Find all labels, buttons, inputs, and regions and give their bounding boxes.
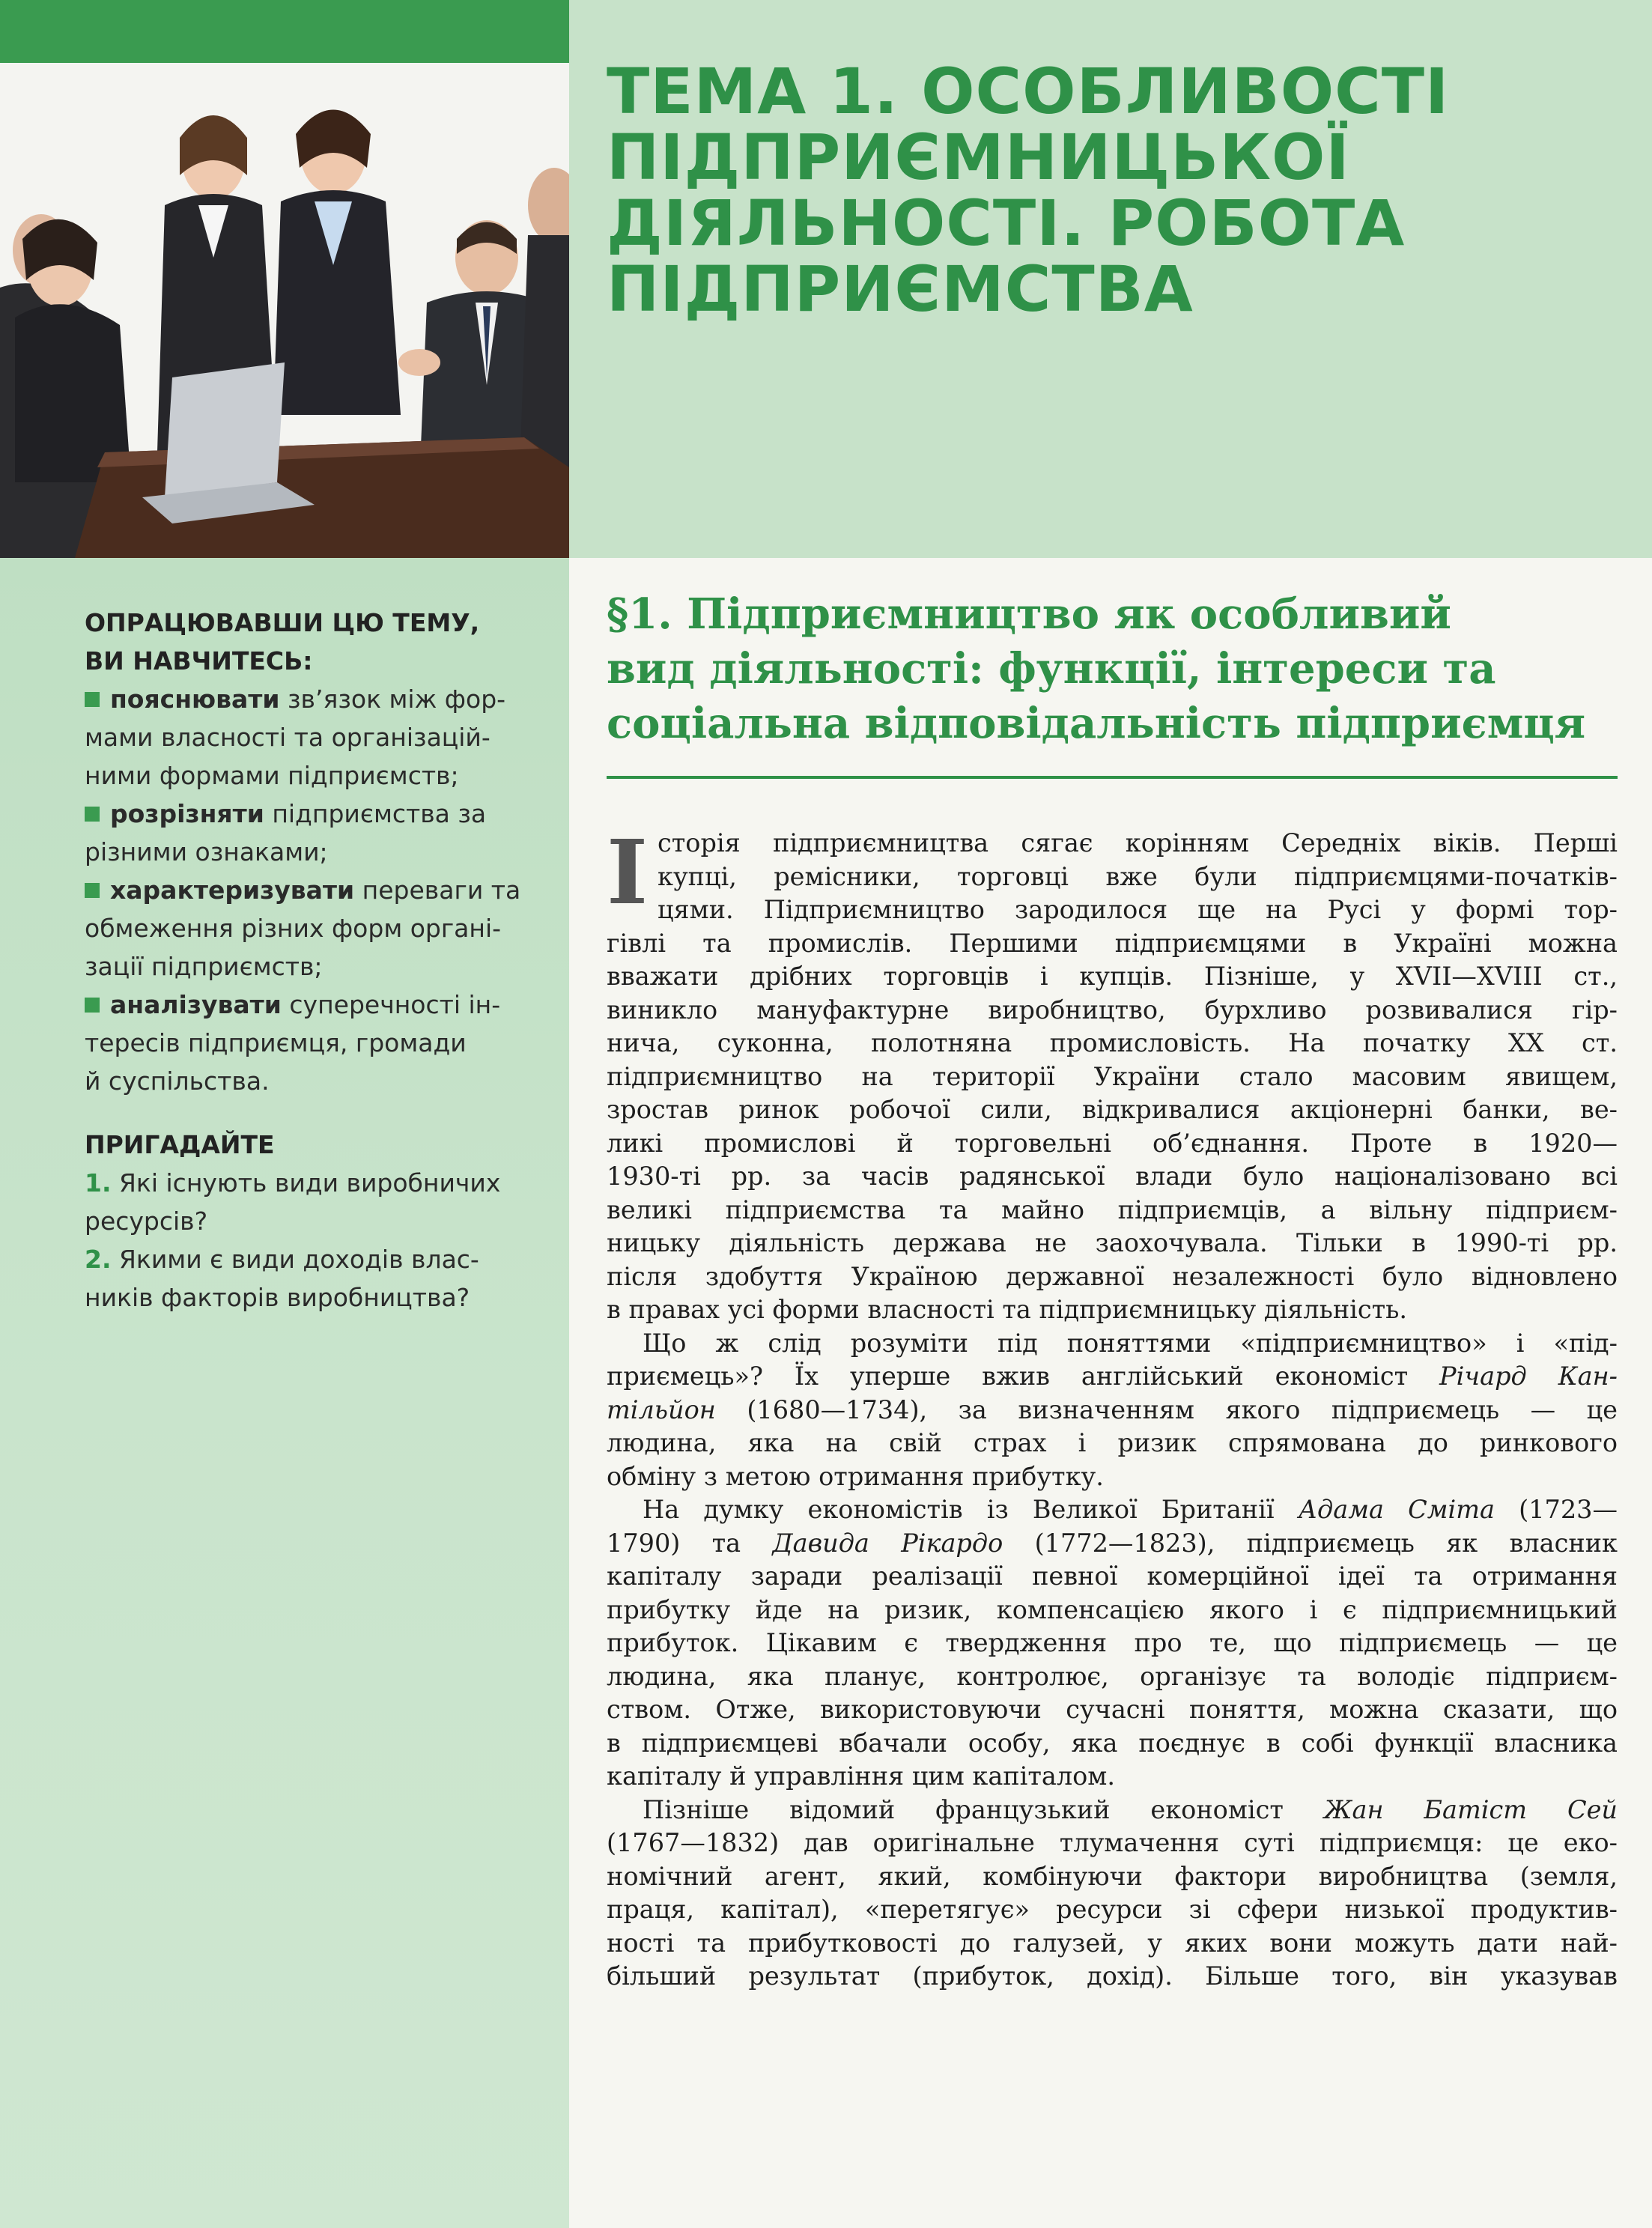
goal-item: [85, 795, 534, 833]
text-line: Що ж слід розуміти під поняттями «підприємництво» і «під-: [643, 1328, 1618, 1358]
chapter-title-line: ПІДПРИЄМНИЦЬКОЇ: [607, 121, 1350, 194]
person-name: Давида Рікардо: [772, 1528, 1003, 1558]
text-line: 1930-ті рр. за часів радянської влади було націоналізовано всі: [607, 1162, 1618, 1191]
bullet-square-icon: [85, 692, 100, 707]
text-line: ством. Отже, використовуючи сучасні поняття, можна сказати, що: [607, 1695, 1618, 1724]
text-line: більший результат (прибуток, дохід). Більше того, він указував: [607, 1961, 1618, 1991]
section-title: [607, 587, 1633, 751]
recall-questions: [85, 1126, 534, 1317]
learn-heading: ВИ НАВЧИТЕСЬ:: [85, 646, 313, 676]
section-underline: [607, 776, 1618, 779]
question-item: [85, 1240, 534, 1278]
goal-text: тересів підприємця, громади: [85, 1028, 467, 1057]
goal-text: обмеження різних форм органі-: [85, 914, 502, 943]
question-text: ресурсів?: [85, 1206, 208, 1236]
text-line: виникло мануфактурне виробництво, бурхливо розвивалися гір-: [607, 995, 1618, 1025]
text-line: [607, 1493, 1618, 1527]
text-line: нича, суконна, полотняна промисловість. На початку XX ст.: [607, 1028, 1618, 1057]
text-span: 1790) та: [607, 1528, 773, 1558]
text-line: [607, 1527, 1618, 1561]
text-line: капіталу заради реалізації певної комерційної ідеї та отримання: [607, 1561, 1618, 1591]
text-line: великі підприємства та майно підприємців, а вільну підприєм-: [607, 1195, 1618, 1224]
text-line: [607, 1394, 1618, 1427]
drop-cap: І: [607, 820, 649, 924]
recall-heading: ПРИГАДАЙТЕ: [85, 1130, 275, 1159]
goal-text: зації підприємств;: [85, 952, 323, 981]
learn-heading: ОПРАЦЮВАВШИ ЦЮ ТЕМУ,: [85, 608, 480, 637]
chapter-title: [607, 55, 1625, 326]
person-name: Річард Кан-: [1439, 1362, 1618, 1391]
text-line: обміну з метою отримання прибутку.: [607, 1461, 1104, 1491]
business-meeting-photo: [0, 0, 569, 558]
text-line: сторія підприємництва сягає корінням Середніх віків. Перші: [658, 828, 1618, 857]
question-text: Які існують види виробничих: [111, 1168, 501, 1198]
meeting-illustration: [0, 63, 569, 558]
text-line: вважати дрібних торговців і купців. Пізніше, у XVII—XVIII ст.,: [607, 962, 1618, 991]
text-line: після здобуття Україною державної незалежності було відновлено: [607, 1261, 1618, 1291]
goal-text: різними ознаками;: [85, 837, 328, 866]
goal-text: суперечності ін-: [281, 990, 501, 1019]
person-name: Адама Сміта: [1298, 1495, 1495, 1524]
question-number: 2.: [85, 1245, 112, 1274]
goal-text: зв’язок між фор-: [279, 685, 506, 714]
text-line: капіталу й управління цим капіталом.: [607, 1761, 1116, 1791]
person-name: Жан Батіст Сей: [1323, 1794, 1618, 1824]
text-line: зростав ринок робочої сили, відкривалися акціонерні банки, ве-: [607, 1095, 1618, 1124]
chapter-title-line: ДІЯЛЬНОСТІ. РОБОТА: [607, 186, 1406, 260]
question-item: [85, 1164, 534, 1202]
goal-verb: аналізувати: [110, 990, 282, 1019]
goal-text: підприємства за: [264, 799, 487, 828]
section-title-line: вид діяльності: функції, інтереси та: [607, 644, 1496, 693]
question-number: 1.: [85, 1168, 112, 1198]
text-line: прибуток. Цікавим є твердження про те, що підприємець — це: [607, 1628, 1618, 1657]
text-line: людина, яка на свій страх і ризик спрямована до ринкового: [607, 1428, 1618, 1457]
text-line: в підприємцеві вбачали особу, яка поєднує в собі функції власника: [607, 1728, 1618, 1758]
bullet-square-icon: [85, 998, 100, 1013]
person-name: тільйон: [607, 1394, 716, 1424]
goal-item: [85, 986, 534, 1024]
text-line: людина, яка планує, контролює, організує та володіє підприєм-: [607, 1661, 1618, 1691]
paragraph: [607, 1493, 1618, 1794]
top-green-strip: [0, 0, 569, 63]
text-line: ницьку діяльність держава не заохочувала. Тільки в 1990-ті рр.: [607, 1228, 1618, 1257]
text-line: купці, ремісники, торговці вже були підприємцями-початків-: [658, 861, 1618, 891]
section-title-line: соціальна відповідальність підприємця: [607, 699, 1586, 748]
section-title-line: §1. Підприємництво як особливий: [607, 589, 1451, 639]
text-line: ликі промислові й торговельні об’єднання. Проте в 1920—: [607, 1128, 1618, 1158]
paragraph: [607, 1794, 1618, 1994]
text-line: цями. Підприємництво зародилося ще на Русі у формі тор-: [658, 895, 1618, 924]
text-line: в правах усі форми власності та підприємницьку діяльність.: [607, 1295, 1408, 1324]
text-span: Пізніше відомий французький економіст: [643, 1794, 1324, 1824]
text-line: праця, капітал), «перетягує» ресурси зі сфери низької продуктив-: [607, 1895, 1618, 1924]
text-span: (1772—1823), підприємець як власник: [1003, 1528, 1618, 1558]
goal-item: [85, 680, 534, 718]
goal-verb: пояснювати: [110, 685, 280, 714]
paragraph: [607, 820, 1618, 1327]
text-line: (1767—1832) дав оригінальне тлумачення суті підприємця: це еко-: [607, 1828, 1618, 1857]
text-line: гівлі та промислів. Першими підприємцями в Україні можна: [607, 928, 1618, 958]
text-line: прибутку йде на ризик, компенсацією якого і є підприємницький: [607, 1594, 1618, 1624]
learning-goals: [85, 604, 534, 1100]
question-text: ників факторів виробництва?: [85, 1283, 470, 1312]
goal-verb: розрізняти: [110, 799, 264, 828]
text-span: (1723—: [1495, 1495, 1618, 1524]
chapter-title-line: ПІДПРИЄМСТВА: [607, 252, 1194, 326]
text-span: приємець»? Їх уперше вжив англійський економіст: [607, 1362, 1440, 1391]
goal-text: й суспільства.: [85, 1066, 270, 1096]
goal-text: ними формами підприємств;: [85, 761, 459, 790]
goal-text: мами власності та організацій-: [85, 723, 491, 752]
text-line: [607, 1360, 1618, 1394]
goal-verb: характеризувати: [110, 875, 355, 905]
goal-text: переваги та: [354, 875, 521, 905]
chapter-title-line: ТЕМА 1. ОСОБЛИВОСТІ: [607, 55, 1450, 128]
text-line: ності та прибутковості до галузей, у яких вони можуть дати най-: [607, 1928, 1618, 1958]
text-line: номічний агент, який, комбінуючи фактори виробництва (земля,: [607, 1861, 1618, 1891]
text-line: [607, 1794, 1618, 1827]
text-span: (1680—1734), за визначенням якого підприємець — це: [715, 1394, 1618, 1424]
paragraph: [607, 1327, 1618, 1494]
text-span: На думку економістів із Великої Британії: [643, 1495, 1299, 1524]
bullet-square-icon: [85, 807, 100, 822]
goal-item: [85, 871, 534, 909]
body-text: [607, 820, 1618, 1994]
bullet-square-icon: [85, 883, 100, 898]
question-text: Якими є види доходів влас-: [111, 1245, 479, 1274]
text-line: підприємництво на території України стало масовим явищем,: [607, 1061, 1618, 1091]
